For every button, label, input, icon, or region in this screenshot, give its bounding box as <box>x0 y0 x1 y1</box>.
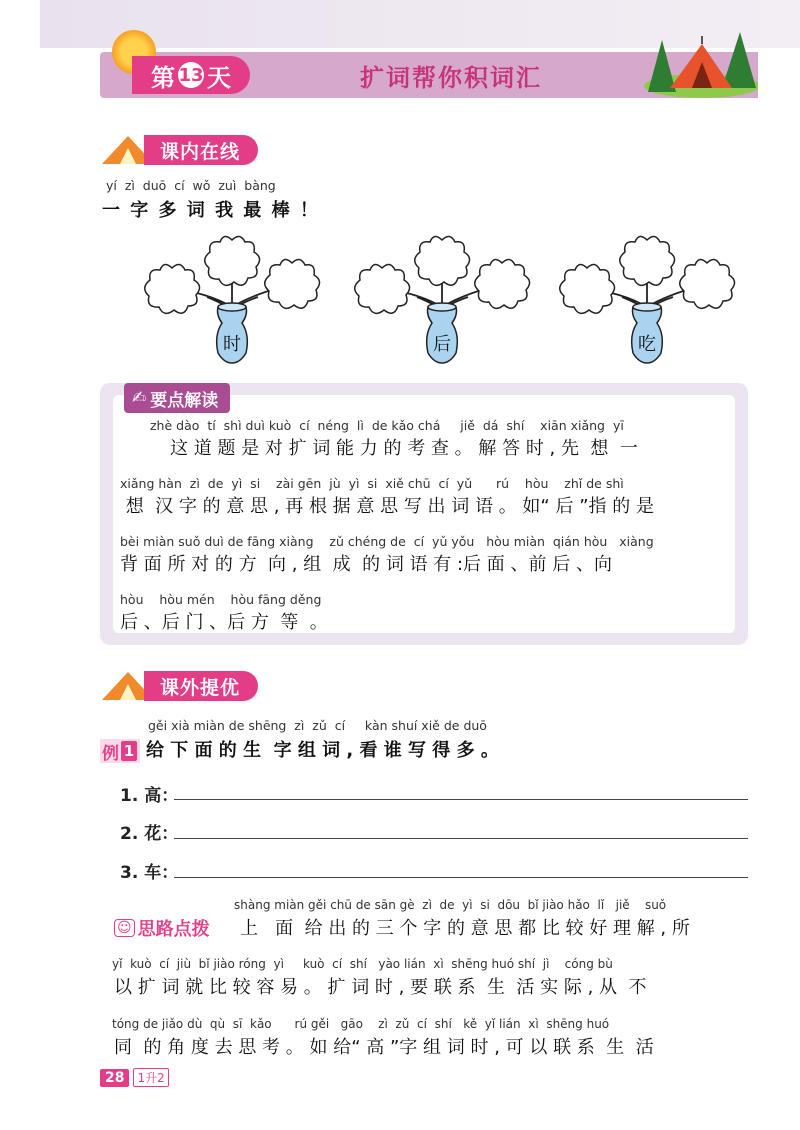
camping-tent-icon <box>640 22 758 98</box>
item-3-answer-line[interactable] <box>174 877 748 878</box>
key-line-3-pinyin: bèi miàn suǒ duì de fāng xiàng zǔ chéng de cí yǔ yǒu hòu miàn qián hòu xiàng <box>120 534 654 549</box>
item-2-label: 2. 花： <box>120 824 179 844</box>
key-points-tag <box>124 383 230 413</box>
day-prefix: 第 <box>151 63 175 92</box>
example-badge <box>100 739 140 763</box>
key-line-4-text: 后 、后 门 、后 方 等 。 <box>120 612 328 633</box>
example-number: 1 <box>121 741 137 761</box>
page-footer <box>100 1068 169 1087</box>
idea-icon: ☺ <box>114 919 135 937</box>
item-1-answer-line[interactable] <box>174 799 748 800</box>
example-label: 例 <box>102 743 119 764</box>
page-number: 28 <box>100 1069 129 1087</box>
section-in-class-label: 课内在线 <box>144 135 258 165</box>
key-line-1-text: 这 道 题 是 对 扩 词 能 力 的 考 查 。 解 答 时 , 先 想 一 <box>170 438 638 459</box>
day-number: 13 <box>178 62 204 88</box>
hint-line-1-pinyin: shàng miàn gěi chū de sān gè zì de yì si dōu bǐ jiào hǎo lǐ jiě suǒ <box>234 898 667 912</box>
item-1-label: 1. 高： <box>120 786 179 806</box>
hint-line-3-pinyin: tóng de jiǎo dù qù sī kǎo rú gěi gāo zì zǔ cí shí kě yǐ lián xì shēng huó <box>112 1017 610 1031</box>
hint-line-2-text: 以 扩 词 就 比 较 容 易 。 扩 词 时 , 要 联 系 生 活 实 际 , 从 不 <box>114 977 647 998</box>
hint-line-1-text: 上 面 给 出 的 三 个 字 的 意 思 都 比 较 好 理 解 , 所 <box>240 918 690 939</box>
section-in-class-header <box>100 133 258 167</box>
question-text: 一 字 多 词 我 最 棒 ！ <box>102 200 320 221</box>
section-extra-header <box>100 669 258 703</box>
key-line-2-pinyin: xiǎng hàn zì de yì si zài gēn jù yì si xiě chū cí yǔ rú hòu zhǐ de shì <box>120 476 624 491</box>
item-2-answer-line[interactable] <box>174 838 748 839</box>
key-line-1-pinyin: zhè dào tí shì duì kuò cí néng lì de kǎo chá jiě dá shí xiān xiǎng yī <box>150 418 624 433</box>
item-3-label: 3. 车： <box>120 863 179 883</box>
section-extra-label: 课外提优 <box>144 671 258 701</box>
vase-2-char: 后 <box>433 334 451 355</box>
hint-label: 思路点拨 <box>137 919 210 940</box>
day-suffix: 天 <box>207 63 231 92</box>
example-question: 给 下 面 的 生 字 组 词 , 看 谁 写 得 多 。 <box>146 740 499 761</box>
key-line-3-text: 背 面 所 对 的 方 向 , 组 成 的 词 语 有 :后 面 、前 后 、向 <box>120 554 612 575</box>
hint-line-3-text: 同 的 角 度 去 思 考 。 如 给“ 高 ”字 组 词 时 , 可 以 联 系 生 活 <box>114 1037 654 1058</box>
key-line-2-text: 想 汉 字 的 意 思 , 再 根 据 意 思 写 出 词 语 。 如“ 后 ”指 的 是 <box>120 496 654 517</box>
vase-3-char: 吃 <box>638 334 656 355</box>
hand-icon: ✍ <box>132 388 147 408</box>
page-title: 扩词帮你积词汇 <box>360 64 542 92</box>
question-pinyin: yí zì duō cí wǒ zuì bàng <box>106 178 276 193</box>
grade-tag: 1升2 <box>133 1068 168 1087</box>
vase-1-char: 时 <box>223 334 241 355</box>
day-badge <box>132 56 250 94</box>
key-points-label: 要点解读 <box>150 390 219 411</box>
hint-line-2-pinyin: yǐ kuò cí jiù bǐ jiào róng yì kuò cí shí yào lián xì shēng huó shí jì cóng bù <box>112 957 613 971</box>
example-pinyin: gěi xià miàn de shēng zì zǔ cí kàn shuí xiě de duō <box>148 718 487 733</box>
key-line-4-pinyin: hòu hòu mén hòu fāng děng <box>120 592 322 607</box>
hint-tag <box>114 915 210 941</box>
